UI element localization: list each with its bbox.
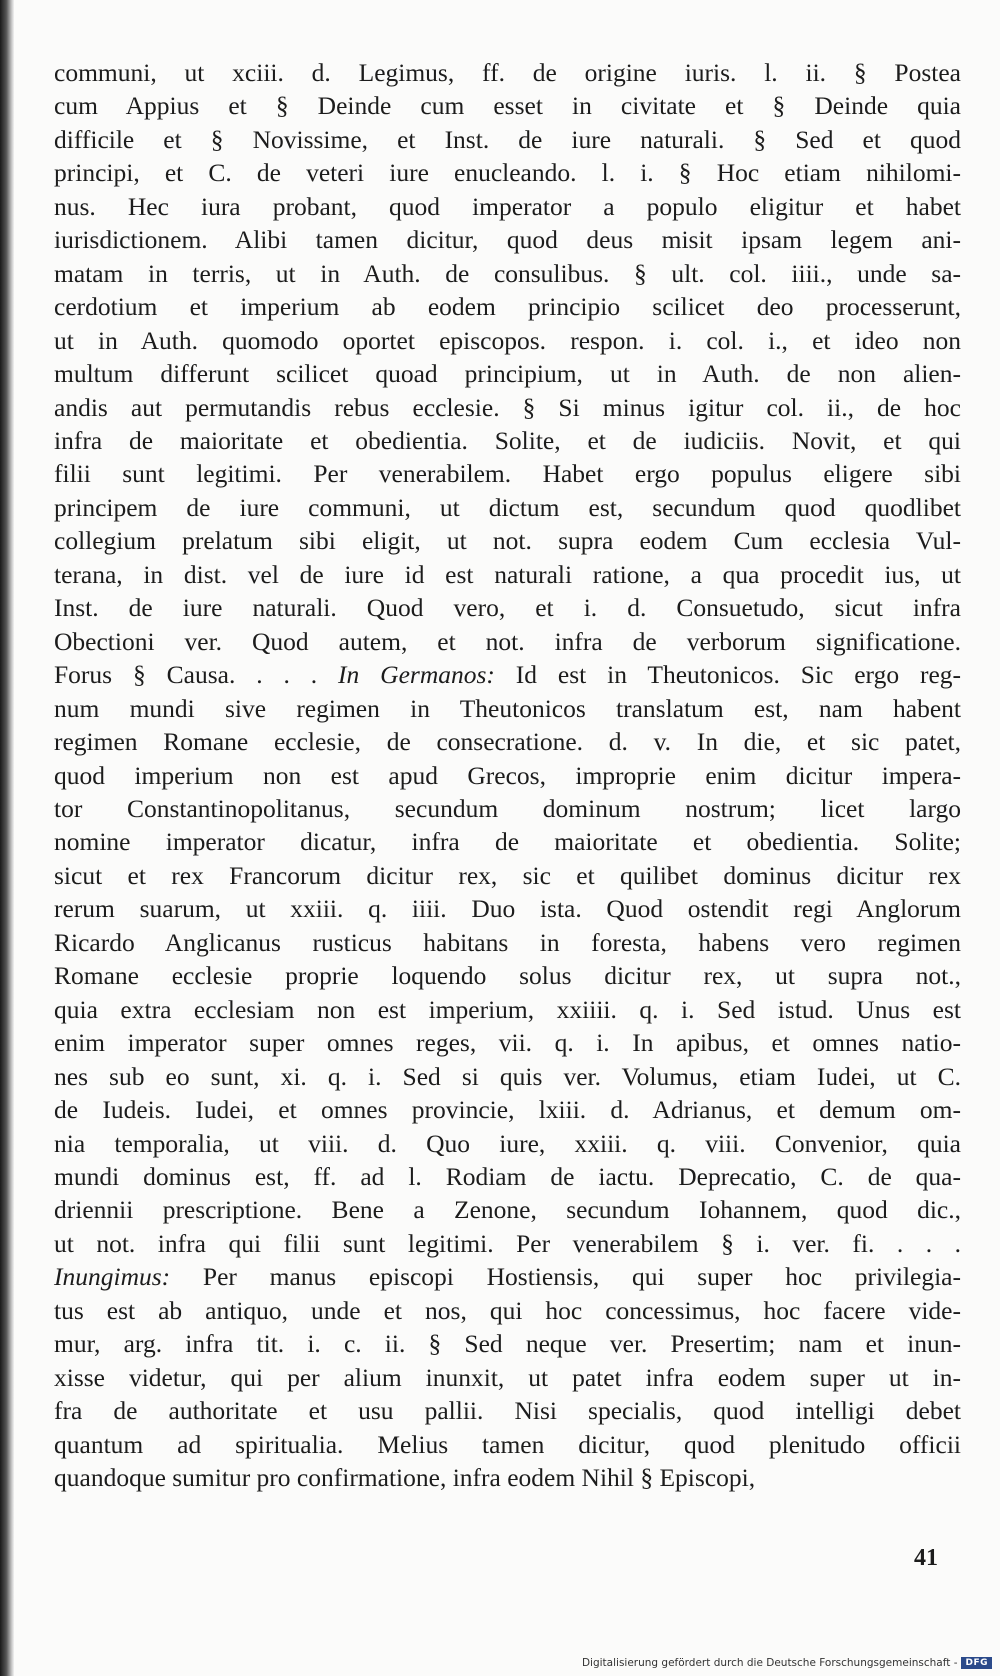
text-line: matam in terris, ut in Auth. de consulibus. § ult. col. iiii., unde sa- (54, 258, 961, 288)
text-line: principem de iure communi, ut dictum est, secundum quod quodlibet (54, 492, 961, 522)
text-line: iurisdictionem. Alibi tamen dicitur, quod deus misit ipsam legem ani- (54, 225, 961, 255)
lemma-inungimus: Inungimus: (54, 1262, 171, 1292)
lemma-in-germanos: In Germanos: (338, 660, 495, 690)
text-line: fra de authoritate et usu pallii. Nisi specialis, quod intelligi debet (54, 1396, 961, 1426)
text-line: ut not. infra qui filii sunt legitimi. Per venerabilem § i. ver. fi. . . . (54, 1228, 961, 1258)
text-line: cum Appius et § Deinde cum esset in civitate et § Deinde quia (54, 91, 961, 121)
body-text (54, 56, 961, 1494)
text-line: regimen Romane ecclesie, de consecratione. d. v. In die, et sic patet, (54, 727, 961, 757)
text-line: mur, arg. infra tit. i. c. ii. § Sed neque ver. Presertim; nam et inun- (54, 1329, 961, 1359)
text-line: ut in Auth. quomodo oportet episcopos. respon. i. col. i., et ideo non (54, 325, 961, 355)
text-line: quia extra ecclesiam non est imperium, xxiiii. q. i. Sed istud. Unus est (54, 994, 961, 1024)
text-line: quantum ad spiritualia. Melius tamen dicitur, quod plenitudo officii (54, 1429, 961, 1459)
text-line: quandoque sumitur pro confirmatione, infra eodem Nihil § Episcopi, (54, 1463, 756, 1493)
text-line: Obectioni ver. Quod autem, et not. infra de verborum significatione. (54, 626, 961, 656)
text-line: de Iudeis. Iudei, et omnes provincie, lxiii. d. Adrianus, et demum om- (54, 1095, 961, 1125)
text-line: nia temporalia, ut viii. d. Quo iure, xxiii. q. viii. Convenior, quia (54, 1128, 961, 1158)
text-line: terana, in dist. vel de iure id est naturali ratione, a qua procedit ius, ut (54, 559, 961, 589)
text-line: mundi dominus est, ff. ad l. Rodiam de iactu. Deprecatio, C. de qua- (54, 1161, 961, 1191)
text-line: difficile et § Novissime, et Inst. de iure naturali. § Sed et quod (54, 124, 961, 154)
text-line: nomine imperator dicatur, infra de maioritate et obedientia. Solite; (54, 827, 961, 857)
line-segment: Forus § Causa. . . . (54, 660, 339, 690)
text-line: infra de maioritate et obedientia. Solite, et de iudiciis. Novit, et qui (54, 425, 961, 455)
text-line: filii sunt legitimi. Per venerabilem. Habet ergo populus eligere sibi (54, 459, 961, 489)
text-line: collegium prelatum sibi eligit, ut not. supra eodem Cum ecclesia Vul- (54, 526, 961, 556)
text-line: andis aut permutandis rebus ecclesie. § Si minus igitur col. ii., de hoc (54, 392, 961, 422)
text-line: num mundi sive regimen in Theutonicos translatum est, nam habent (54, 693, 961, 723)
text-line: Romane ecclesie proprie loquendo solus dicitur rex, ut supra not., (54, 961, 961, 991)
dfg-logo: DFG (961, 1657, 992, 1669)
text-line: quod imperium non est apud Grecos, improprie enim dicitur impera- (54, 760, 961, 790)
text-line: sicut et rex Francorum dicitur rex, sic et quilibet dominus dicitur rex (54, 860, 961, 890)
text-line: cerdotium et imperium ab eodem principio scilicet deo processerunt, (54, 292, 961, 322)
text-line: enim imperator super omnes reges, vii. q. i. In apibus, et omnes natio- (54, 1028, 961, 1058)
text-line: tus est ab antiquo, unde et nos, qui hoc concessimus, hoc facere vide- (54, 1295, 961, 1325)
text-line: tor Constantinopolitanus, secundum dominum nostrum; licet largo (54, 793, 961, 823)
book-page (14, 0, 1000, 1676)
text-line: rerum suarum, ut xxiii. q. iiii. Duo ista. Quod ostendit regi Anglorum (54, 894, 961, 924)
text-line (54, 658, 961, 691)
page-number: 41 (914, 1545, 938, 1571)
line-segment: Id est in Theutonicos. Sic ergo reg- (494, 660, 962, 690)
digitization-footer (582, 1655, 992, 1671)
text-line: nus. Hec iura probant, quod imperator a populo eligitur et habet (54, 191, 961, 221)
text-line: driennii prescriptione. Bene a Zenone, secundum Iohannem, quod dic., (54, 1195, 961, 1225)
line-segment: Per manus episcopi Hostiensis, qui super hoc privilegia- (170, 1262, 961, 1292)
text-line (54, 1260, 961, 1293)
text-line: Ricardo Anglicanus rusticus habitans in foresta, habens vero regimen (54, 927, 961, 957)
text-line: principi, et C. de veteri iure enucleando. l. i. § Hoc etiam nihilomi- (54, 158, 961, 188)
text-line: Inst. de iure naturali. Quod vero, et i. d. Consuetudo, sicut infra (54, 593, 961, 623)
text-line: multum differunt scilicet quoad principium, ut in Auth. de non alien- (54, 359, 961, 389)
text-line: xisse videtur, qui per alium inunxit, ut patet infra eodem super ut in- (54, 1362, 961, 1392)
text-line: nes sub eo sunt, xi. q. i. Sed si quis ver. Volumus, etiam Iudei, ut C. (54, 1061, 961, 1091)
footer-text: Digitalisierung gefördert durch die Deutsche Forschungsgemeinschaft - (581, 1657, 958, 1669)
text-line: communi, ut xciii. d. Legimus, ff. de origine iuris. l. ii. § Postea (54, 58, 961, 87)
book-spine-shadow (0, 0, 14, 1676)
